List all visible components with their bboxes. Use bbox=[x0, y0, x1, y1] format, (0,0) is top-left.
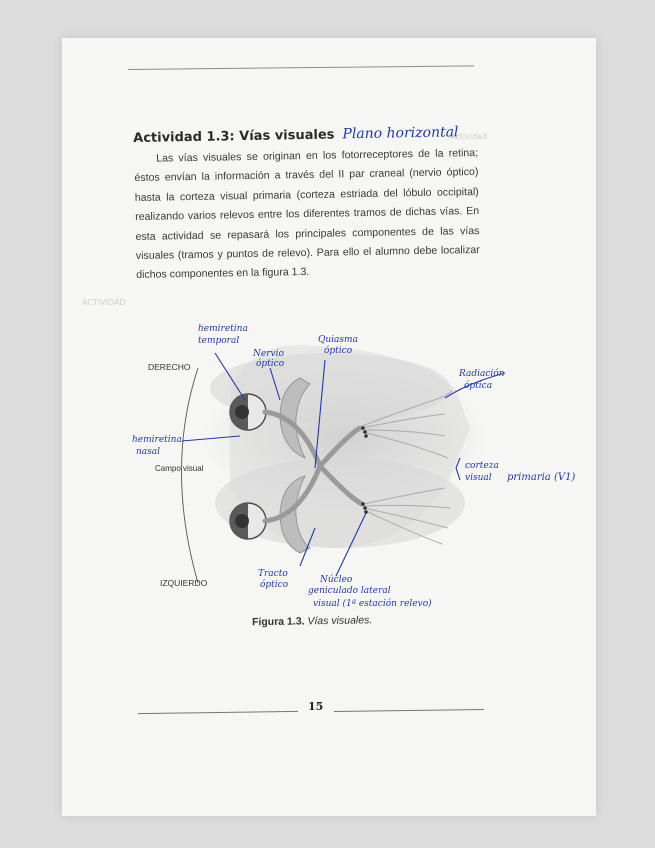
bleed-through-text: Actividad bbox=[450, 132, 488, 141]
activity-title: Actividad 1.3: Vías visuales bbox=[133, 127, 335, 146]
hand-hemiretina-temporal-2: temporal bbox=[198, 336, 240, 346]
hand-corteza-visual-2: visual bbox=[465, 473, 492, 483]
caption-label: Figura 1.3. bbox=[251, 615, 305, 629]
hand-nervio-optico-2: óptico bbox=[256, 359, 285, 369]
bleed-through-text: ACTIVIDAD bbox=[82, 298, 126, 307]
hand-corteza-visual-1: corteza bbox=[465, 461, 499, 471]
label-derecho: DERECHO bbox=[148, 362, 191, 372]
label-campo-visual: Campo visual bbox=[155, 464, 204, 473]
hand-hemiretina-nasal-2: nasal bbox=[136, 447, 161, 457]
visual-pathways-figure bbox=[110, 318, 590, 618]
hand-tracto-optico-1: Tracto bbox=[258, 569, 288, 579]
hand-hemiretina-nasal-1: hemiretina bbox=[132, 435, 182, 445]
hand-nervio-optico-1: Nervio bbox=[253, 349, 284, 359]
hand-radiacion-optica-2: óptica bbox=[464, 381, 493, 391]
handwritten-annotation-plano: Plano horizontal bbox=[342, 124, 459, 143]
hand-hemiretina-temporal-1: hemiretina bbox=[198, 324, 248, 334]
caption-text: Vías visuales. bbox=[307, 614, 373, 628]
right-eye bbox=[230, 394, 266, 430]
page-number: 15 bbox=[308, 700, 324, 713]
hand-nucleo-1: Núcleo bbox=[320, 575, 353, 585]
hand-tracto-optico-2: óptico bbox=[260, 580, 289, 590]
hand-quiasma-optico-1: Quiasma bbox=[318, 335, 358, 345]
body-paragraph: Las vías visuales se originan en los fotorreceptores de la retina; éstos envían la información a través del II par craneal (nervio óptico) hasta la corteza visual primaria (corteza estriada del lóbulo occipital) realizando varios relevos entre los diferentes tramos de dichas vías. En esta actividad se repasará los principales componentes de las vías visuales (tramos y puntos de relevo). Para ello el alumno debe localizar dichos componentes en la figura 1.3. bbox=[134, 146, 480, 282]
hand-radiacion-optica-1: Radiación bbox=[459, 369, 505, 379]
visual-field-arc bbox=[182, 368, 199, 583]
label-izquierdo: IZQUIERDO bbox=[160, 578, 208, 588]
hand-nucleo-2: geniculado lateral bbox=[308, 586, 391, 596]
hand-primaria-v1: primaria (V1) bbox=[507, 472, 576, 483]
hand-quiasma-optico-2: óptico bbox=[324, 346, 353, 356]
hand-nucleo-3: visual (1ª estación relevo) bbox=[313, 599, 432, 609]
left-eye bbox=[230, 503, 266, 539]
